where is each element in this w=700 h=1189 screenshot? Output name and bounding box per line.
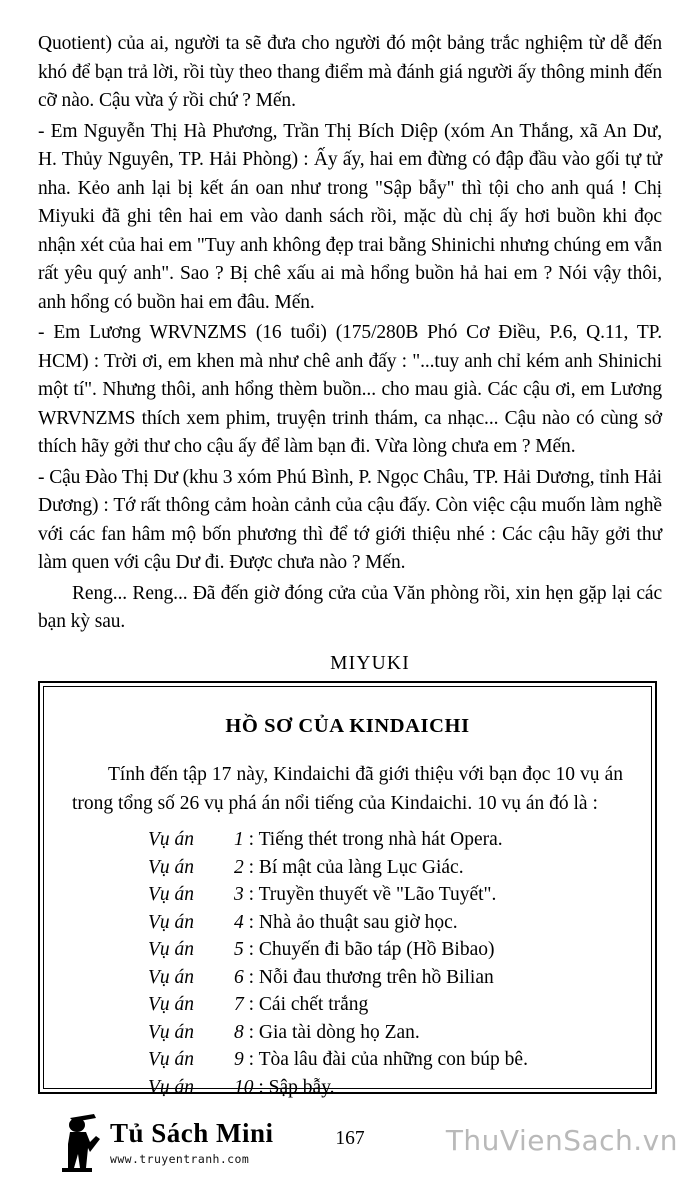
box-intro-text: Tính đến tập 17 này, Kindaichi đã giới thiệu với bạn đọc 10 vụ án trong tổng số 26 vụ phá án nổi tiếng của Kindaichi. 10 vụ án đó là :: [72, 764, 623, 814]
page-number: 167: [335, 1128, 365, 1149]
case-text: : Truyền thuyết về "Lão Tuyết".: [248, 884, 497, 905]
list-item: [44, 1019, 651, 1047]
list-item: [44, 1046, 651, 1074]
case-label: Vụ án: [148, 829, 195, 850]
brand-url: www.truyentranh.com: [110, 1152, 250, 1166]
list-item: [44, 936, 651, 964]
list-item: [44, 881, 651, 909]
case-label: Vụ án: [148, 856, 195, 878]
case-number: 8: [234, 1021, 244, 1043]
list-item: [44, 964, 651, 992]
paragraph: - Em Lương WRVNZMS (16 tuổi) (175/280B Phó Cơ Điều, P.6, Q.11, TP. HCM) : Trời ơi, em khen mà như chê anh đấy : "...tuy anh chỉ kém anh Shinichi một tí". Nhưng thôi, anh hổng thèm buồn... cho mau già. Các cậu ơi, em Lương WRVNZMS thích xem phim, truyện trinh thám, ca nhạc... Cậu nào có cùng sở thích hãy gởi thư cho cậu ấy để làm bạn đi. Vừa lòng chưa em ? Mến.: [38, 322, 662, 457]
case-label: Vụ án: [148, 911, 195, 933]
case-label: Vụ án: [148, 1049, 195, 1070]
case-text: : Cái chết trắng: [248, 994, 369, 1015]
list-item: [44, 909, 651, 937]
case-number: 3: [234, 884, 244, 905]
page-footer: [0, 1100, 700, 1189]
brand-name: Tủ Sách Mini: [110, 1118, 274, 1148]
case-text: : Bí mật của làng Lục Giác.: [248, 856, 464, 878]
list-item: [44, 854, 651, 882]
case-text: : Nỗi đau thương trên hồ Bilian: [248, 966, 494, 988]
case-text: : Tiếng thét trong nhà hát Opera.: [248, 829, 503, 850]
signature: MIYUKI: [330, 652, 410, 674]
case-number: 10: [234, 1076, 254, 1098]
case-text: : Chuyến đi bão táp (Hồ Bibao): [248, 939, 495, 960]
list-item: [44, 1074, 651, 1102]
kindaichi-file-box: [38, 681, 657, 1098]
paragraph: - Em Nguyễn Thị Hà Phương, Trần Thị Bích Diệp (xóm An Thắng, xã An Dư, H. Thủy Nguyên, TP. Hải Phòng) : Ấy ấy, hai em đừng có đập đầu vào gối tự tử nha. Kẻo anh lại bị kết án oan như trong "Sập bẫy" thì tội cho anh quá ! Chị Miyuki đã ghi tên hai em vào danh sách rồi, mặc dù chị ấy hơi buồn khi đọc nhận xét của hai em "Tuy anh không đẹp trai bằng Shinichi nhưng chúng em vẫn rất yêu quý anh". Sao ? Bị chê xấu ai mà hổng buồn hả hai em ? Nói vậy thôi, anh hổng có buồn hai em đâu. Mến.: [38, 120, 662, 313]
case-text: : Tòa lâu đài của những con búp bê.: [248, 1049, 528, 1070]
paragraph: Quotient) của ai, người ta sẽ đưa cho người đó một bảng trắc nghiệm từ dễ đến khó để bạn trả lời, rồi tùy theo thang điểm mà đánh giá người ấy thông minh đến cỡ nào. Cậu vừa ý rồi chứ ? Mến.: [38, 33, 662, 111]
list-item: [44, 991, 651, 1019]
case-number: 9: [234, 1049, 244, 1070]
case-number: 2: [234, 856, 244, 878]
case-text: : Sập bẫy.: [258, 1076, 335, 1098]
paragraph: Reng... Reng... Đã đến giờ đóng cửa của Văn phòng rồi, xin hẹn gặp lại các bạn kỳ sau.: [38, 582, 662, 632]
case-text: : Gia tài dòng họ Zan.: [248, 1021, 420, 1043]
case-text: : Nhà ảo thuật sau giờ học.: [248, 911, 458, 933]
case-number: 5: [234, 939, 244, 960]
list-item: [44, 826, 651, 854]
case-number: 7: [234, 994, 244, 1015]
case-number: 1: [234, 829, 244, 850]
case-label: Vụ án: [148, 884, 195, 905]
case-label: Vụ án: [148, 939, 195, 960]
case-label: Vụ án: [148, 966, 195, 988]
case-list: [44, 826, 651, 1101]
case-label: Vụ án: [148, 1076, 195, 1098]
case-number: 6: [234, 966, 244, 988]
case-label: Vụ án: [148, 1021, 195, 1043]
watermark-text: ThuVienSach.vn: [445, 1124, 678, 1157]
case-label: Vụ án: [148, 994, 195, 1015]
paragraph: - Cậu Đào Thị Dư (khu 3 xóm Phú Bình, P. Ngọc Châu, TP. Hải Dương, tỉnh Hải Dương) : Tớ rất thông cảm hoàn cảnh của cậu đấy. Còn việc cậu muốn làm nghề với các fan hâm mộ bốn phương thì để tớ giới thiệu nhé : Các cậu hãy gởi thư làm quen với cậu Dư đi. Được chưa nào ? Mến.: [38, 466, 662, 573]
box-title: HỒ SƠ CỦA KINDAICHI: [225, 715, 470, 737]
page-body-text: [38, 30, 662, 694]
box-inner-border: [43, 686, 652, 1098]
case-number: 4: [234, 911, 244, 933]
